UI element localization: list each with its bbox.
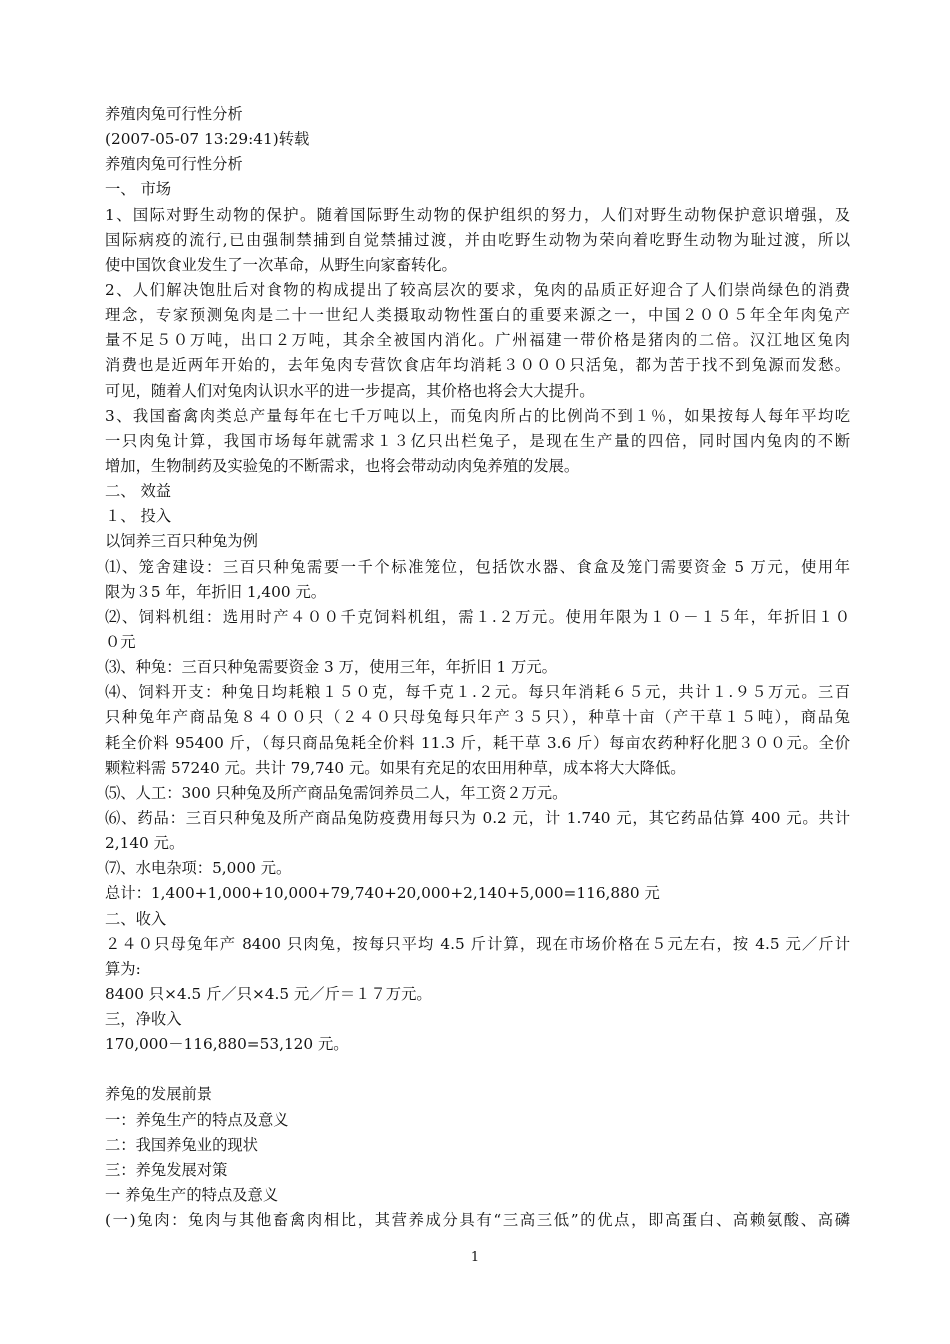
text-line: 可见，随着人们对兔肉认识水平的进一步提高，其价格也将会大大提升。 xyxy=(105,381,595,400)
text-line: 算为: xyxy=(105,959,141,978)
text-line: 2、人们解决饱肚后对食物的构成提出了较高层次的要求，兔肉的品质正好迎合了人们崇尚绿色的消费 xyxy=(105,280,850,299)
text-line: ⑸、人工：300 只种兔及所产商品兔需饲养员二人，年工资２万元。 xyxy=(105,783,568,802)
text-line: 增加，生物制药及实验兔的不断需求，也将会带动动肉兔养殖的发展。 xyxy=(105,456,580,475)
text-line: ⑷、饲料开支：种兔日均耗粮１５０克，每千克１.２元。每只年消耗６５元，共计１.９５万元。三百 xyxy=(105,683,850,702)
text-line: 养殖肉兔可行性分析 xyxy=(105,155,243,174)
text-line: ０元 xyxy=(105,632,136,651)
text-line: 三：养兔发展对策 xyxy=(105,1160,228,1179)
text-line: 一、 市场 xyxy=(105,180,172,199)
text-line: 3、我国畜禽肉类总产量每年在七千万吨以上，而兔肉所占的比例尚不到１％，如果按每人每年平均吃 xyxy=(105,406,850,425)
text-line: 8400 只×4.5 斤／只×4.5 元／斤＝１７万元。 xyxy=(105,984,432,1003)
text-line: 1、国际对野生动物的保护。随着国际野生动物的保护组织的努力，人们对野生动物保护意识增强，及 xyxy=(105,205,850,224)
blank-line xyxy=(105,1057,850,1082)
text-line: 二、收入 xyxy=(105,909,167,928)
text-line: 2,140 元。 xyxy=(105,834,185,853)
text-line: ⑺、水电杂项：5,000 元。 xyxy=(105,859,292,878)
text-line: ⑹、药品：三百只种兔及所产商品兔防疫费用每只为 0.2 元，计 1.740 元，其它药品估算 400 元。共计 xyxy=(105,808,850,827)
text-line: 总计：1,400+1,000+10,000+79,740+20,000+2,140+5,000=116,880 元 xyxy=(105,884,660,903)
text-line: ⑵、饲料机组：选用时产４００千克饲料机组，需１.２万元。使用年限为１０－１５年，年折旧１０ xyxy=(105,607,850,626)
page-number: 1 xyxy=(470,1250,480,1265)
text-line: 只种兔年产商品兔８４００只（２４０只母兔每只年产３５只），种草十亩（产干草１５吨），商品兔 xyxy=(105,708,850,727)
text-line: ⑶、种兔：三百只种兔需要资金 3 万，使用三年，年折旧 1 万元。 xyxy=(105,658,557,677)
text-line: 二、 效益 xyxy=(105,482,172,501)
text-line: 二：我国养兔业的现状 xyxy=(105,1135,258,1154)
text-line: 颗粒料需 57240 元。共计 79,740 元。如果有充足的农田用种草，成本将大大降低。 xyxy=(105,758,686,777)
text-line: 耗全价料 95400 斤，（每只商品兔耗全价料 11.3 斤，耗干草 3.6 斤）每亩农药种籽化肥３００元。全价 xyxy=(105,733,850,752)
text-line: １、 投入 xyxy=(105,507,172,526)
text-line: 量不足５０万吨，出口２万吨，其余全被国内消化。广州福建一带价格是猪肉的二倍。汉江地区兔肉 xyxy=(105,331,850,350)
text-line: 一 养兔生产的特点及意义 xyxy=(105,1186,279,1205)
text-line: ⑴、笼舍建设：三百只种兔需要一千个标准笼位，包括饮水器、食盒及笼门需要资金 5 万元，使用年 xyxy=(105,557,850,576)
text-line: 理念，专家预测兔肉是二十一世纪人类摄取动物性蛋白的重要来源之一，中国２００５年全年肉兔产 xyxy=(105,306,850,325)
text-line: 国际病疫的流行,已由强制禁捕到自觉禁捕过渡，并由吃野生动物为荣向着吃野生动物为耻过渡，所以 xyxy=(105,230,850,249)
text-line: 170,000－116,880=53,120 元。 xyxy=(105,1035,349,1054)
text-line: 使中国饮食业发生了一次革命，从野生向家畜转化。 xyxy=(105,255,457,274)
document-body xyxy=(105,102,850,1233)
text-line: 限为３5 年，年折旧 1,400 元。 xyxy=(105,582,327,601)
text-line: (一)兔肉：兔肉与其他畜禽肉相比，其营养成分具有“三高三低”的优点，即高蛋白、高赖氨酸、高磷 xyxy=(105,1211,850,1230)
text-line: ２４０只母兔年产 8400 只肉兔，按每只平均 4.5 斤计算，现在市场价格在５元左右，按 4.5 元／斤计 xyxy=(105,934,850,953)
text-line: 养殖肉兔可行性分析 xyxy=(105,105,243,123)
text-line: 一只肉兔计算，我国市场每年就需求１３亿只出栏兔子，是现在生产量的四倍，同时国内兔肉的不断 xyxy=(105,431,850,450)
text-line: 消费也是近两年开始的，去年兔肉专营饮食店年均消耗３０００只活兔，都为苦于找不到兔源而发愁。 xyxy=(105,356,850,375)
text-line: 养兔的发展前景 xyxy=(105,1085,213,1104)
text-line: (2007-05-07 13:29:41)转载 xyxy=(105,130,310,149)
text-line: 三，净收入 xyxy=(105,1010,182,1029)
text-line: 以饲养三百只种兔为例 xyxy=(105,532,258,551)
text-line: 一：养兔生产的特点及意义 xyxy=(105,1110,289,1129)
